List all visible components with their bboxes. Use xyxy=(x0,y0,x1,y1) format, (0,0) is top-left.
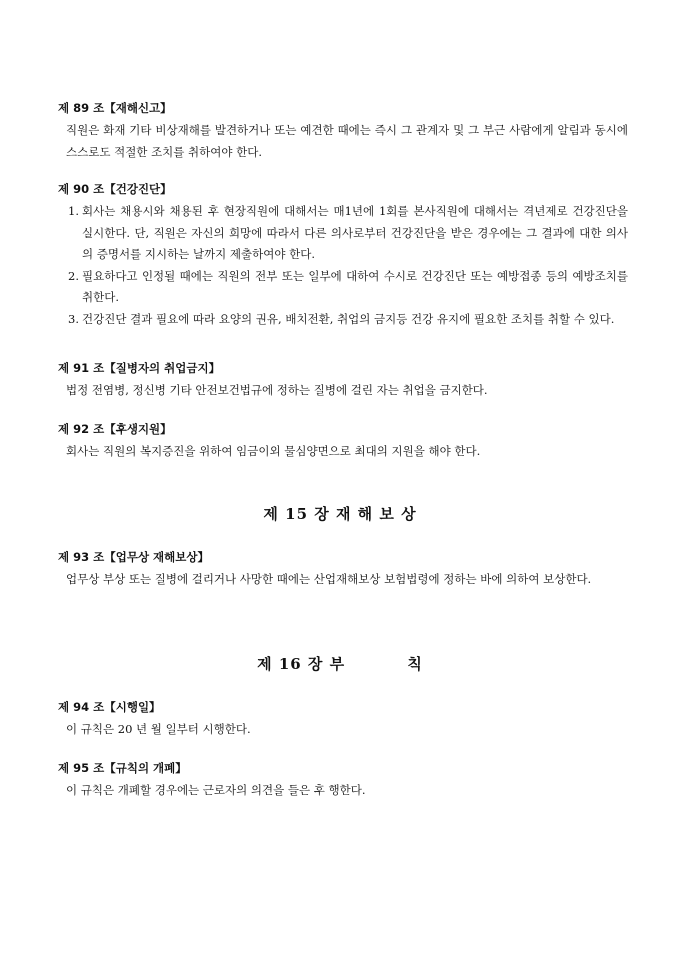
article-91 xyxy=(58,360,628,402)
chapter-heading-16: 제 16 장 부 칙 xyxy=(257,655,423,673)
item-text: 회사는 채용시와 채용된 후 현장직원에 대해서는 매1년에 1회를 본사직원에 대해서는 격년제로 건강진단을 실시한다. 단, 직원은 자신의 희망에 따라서 다른 의사로부터 건강진단을 받은 경우에는 그 결과에 대한 의사의 증명서를 지시하는 날까지 제출하여야 한다. xyxy=(82,204,628,261)
article-title: 제 92 조【후생지원】 xyxy=(58,422,172,436)
article-text: 업무상 부상 또는 질병에 걸리거나 사망한 때에는 산업재해보상 보험법령에 정하는 바에 의하여 보상한다. xyxy=(66,572,592,586)
article-title: 제 89 조【재해신고】 xyxy=(58,101,172,115)
article-94 xyxy=(58,699,628,741)
article-text: 회사는 직원의 복지증진을 위하여 임금이외 물심양면으로 최대의 지원을 해야 한다. xyxy=(66,444,481,458)
article-text: 이 규칙은 20 년 월 일부터 시행한다. xyxy=(66,722,251,736)
item-number: 1. xyxy=(68,204,79,218)
item-number: 3. xyxy=(68,311,79,326)
article-92 xyxy=(58,421,628,463)
article-title: 제 93 조【업무상 재해보상】 xyxy=(58,550,209,564)
article-text: 법정 전염병, 정신병 기타 안전보건법규에 정하는 질병에 걸린 자는 취업을 금지한다. xyxy=(66,383,488,397)
article-text: 이 규칙은 개폐할 경우에는 근로자의 의견을 들은 후 행한다. xyxy=(66,783,366,797)
item-text: 건강진단 결과 필요에 따라 요양의 권유, 배치전환, 취업의 금지등 건강 유지에 필요한 조치를 취할 수 있다. xyxy=(82,311,615,326)
article-93 xyxy=(58,549,628,591)
list-item xyxy=(58,309,628,331)
list-item xyxy=(58,266,628,309)
article-title: 제 95 조【규칙의 개폐】 xyxy=(58,761,187,775)
list-item xyxy=(58,201,628,266)
article-90 xyxy=(58,181,628,330)
article-95 xyxy=(58,760,628,802)
item-text: 필요하다고 인정될 때에는 직원의 전부 또는 일부에 대하여 수시로 건강진단 또는 예방접종 등의 예방조치를 취한다. xyxy=(82,268,628,304)
article-89 xyxy=(58,100,628,163)
item-number: 2. xyxy=(68,268,79,283)
article-title: 제 91 조【질병자의 취업금지】 xyxy=(58,361,221,375)
chapter-heading-15: 제 15 장 재 해 보 상 xyxy=(263,505,417,523)
article-title: 제 90 조【건강진단】 xyxy=(58,182,172,196)
article-text: 직원은 화재 기타 비상재해를 발견하거나 또는 예견한 때에는 즉시 그 관계자 및 그 부근 사람에게 알림과 동시에 스스로도 적절한 조치를 취하여야 한다. xyxy=(66,123,628,159)
article-title: 제 94 조【시행일】 xyxy=(58,700,161,714)
